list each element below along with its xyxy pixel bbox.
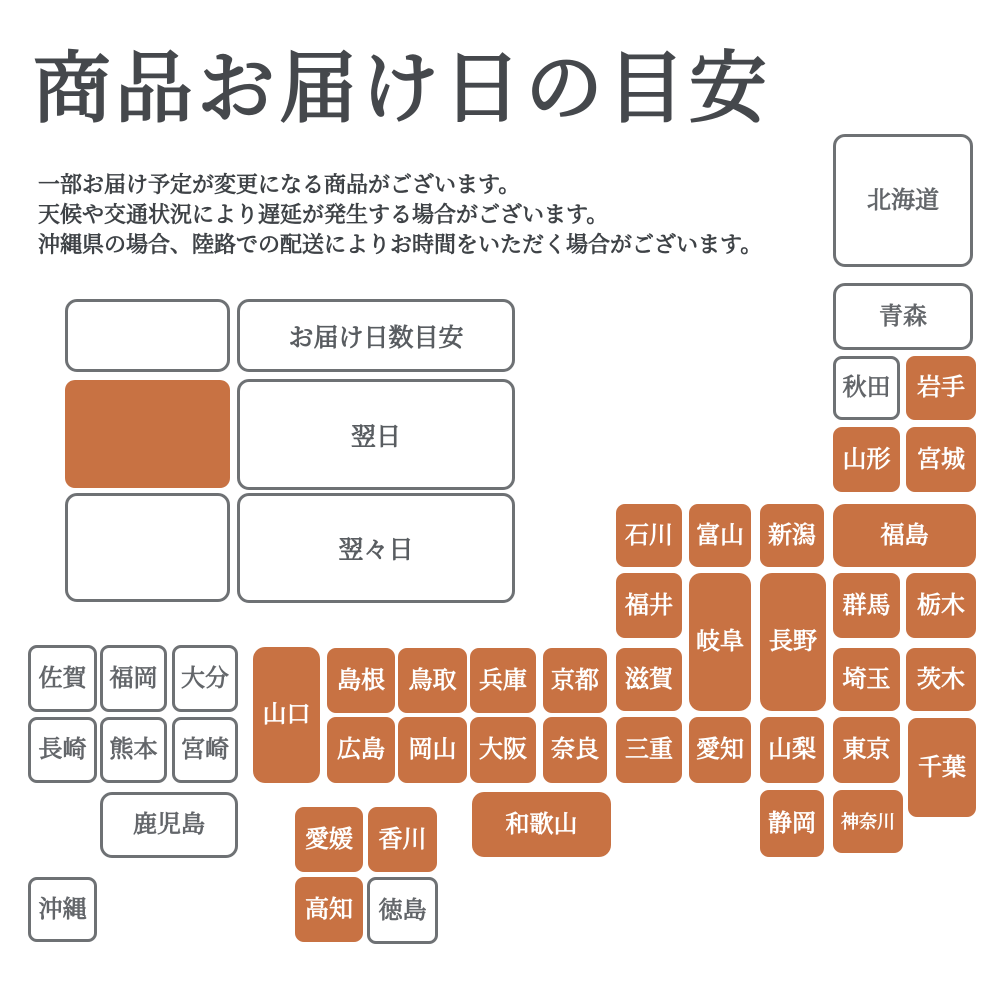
prefecture-label: 滋賀 bbox=[625, 665, 673, 693]
prefecture-tile-mie bbox=[616, 717, 682, 783]
prefecture-label: 香川 bbox=[378, 825, 427, 853]
prefecture-tile-hokkaido bbox=[833, 134, 973, 267]
prefecture-label: 東京 bbox=[842, 736, 891, 763]
prefecture-tile-nagano bbox=[760, 573, 826, 711]
prefecture-label: 神奈川 bbox=[841, 811, 895, 832]
prefecture-label: 熊本 bbox=[109, 736, 158, 763]
prefecture-label: 栃木 bbox=[917, 591, 965, 619]
prefecture-label: 宮城 bbox=[917, 445, 965, 473]
prefecture-tile-kochi bbox=[295, 877, 363, 942]
prefecture-tile-kagawa bbox=[368, 807, 437, 872]
prefecture-tile-yamanashi bbox=[760, 717, 824, 783]
prefecture-tile-wakayama bbox=[472, 792, 611, 857]
prefecture-label: 岐阜 bbox=[696, 628, 744, 655]
prefecture-label: 和歌山 bbox=[505, 810, 578, 838]
prefecture-label: 静岡 bbox=[768, 809, 816, 837]
prefecture-tile-okinawa bbox=[28, 877, 97, 942]
prefecture-label: 茨木 bbox=[917, 665, 965, 693]
prefecture-label: 富山 bbox=[696, 521, 744, 549]
prefecture-tile-kagoshima bbox=[100, 792, 238, 858]
prefecture-tile-gifu bbox=[689, 573, 751, 711]
prefecture-label: 群馬 bbox=[842, 591, 891, 619]
prefecture-tile-yamagata bbox=[833, 427, 900, 492]
prefecture-label: 長野 bbox=[769, 628, 817, 655]
prefecture-label: 広島 bbox=[337, 736, 385, 763]
prefecture-tile-hyogo bbox=[470, 648, 536, 713]
prefecture-tile-tokushima bbox=[367, 877, 438, 944]
prefecture-tile-kumamoto bbox=[100, 717, 167, 783]
prefecture-tile-tochigi bbox=[906, 573, 976, 638]
prefecture-tile-yamaguchi bbox=[253, 647, 320, 783]
prefecture-tile-ishikawa bbox=[616, 504, 682, 567]
prefecture-tile-saitama bbox=[833, 648, 900, 711]
prefecture-label: 京都 bbox=[551, 666, 599, 694]
prefecture-tile-shimane bbox=[327, 648, 395, 713]
prefecture-label: 島根 bbox=[337, 666, 385, 694]
prefecture-tile-tottori bbox=[398, 648, 467, 713]
prefecture-label: 山梨 bbox=[768, 736, 816, 763]
prefecture-tile-fukushima bbox=[833, 504, 976, 567]
legend-two-days-label: 翌々日 bbox=[237, 493, 515, 603]
prefecture-label: 愛媛 bbox=[305, 825, 353, 853]
prefecture-label: 山形 bbox=[842, 445, 891, 473]
prefecture-tile-kanagawa bbox=[833, 790, 903, 853]
prefecture-tile-ehime bbox=[295, 807, 363, 872]
prefecture-tile-gunma bbox=[833, 573, 900, 638]
prefecture-tile-fukuoka bbox=[100, 645, 167, 712]
prefecture-tile-miyagi bbox=[906, 427, 976, 492]
prefecture-tile-shiga bbox=[616, 648, 682, 711]
prefecture-tile-aomori bbox=[833, 283, 973, 350]
prefecture-label: 福島 bbox=[880, 521, 929, 549]
prefecture-tile-chiba bbox=[908, 718, 976, 817]
prefecture-tile-fukui bbox=[616, 573, 682, 638]
prefecture-label: 埼玉 bbox=[842, 665, 891, 693]
prefecture-tile-osaka bbox=[470, 717, 536, 783]
prefecture-tile-hiroshima bbox=[327, 717, 395, 783]
note-line: 天候や交通状況により遅延が発生する場合がございます。 bbox=[38, 202, 609, 227]
prefecture-label: 岡山 bbox=[408, 736, 457, 763]
prefecture-label: 山口 bbox=[262, 701, 311, 728]
prefecture-label: 青森 bbox=[879, 302, 927, 330]
prefecture-label: 鳥取 bbox=[408, 666, 457, 694]
prefecture-label: 佐賀 bbox=[38, 664, 87, 692]
prefecture-label: 千葉 bbox=[918, 753, 966, 781]
prefecture-tile-nara bbox=[543, 717, 607, 783]
prefecture-label: 石川 bbox=[625, 521, 673, 549]
prefecture-tile-iwate bbox=[906, 356, 976, 420]
prefecture-label: 福岡 bbox=[109, 664, 158, 692]
prefecture-tile-miyazaki bbox=[172, 717, 238, 783]
prefecture-label: 長崎 bbox=[38, 736, 87, 763]
prefecture-tile-aichi bbox=[689, 717, 751, 783]
prefecture-tile-niigata bbox=[760, 504, 824, 567]
prefecture-tile-tokyo bbox=[833, 717, 900, 783]
prefecture-tile-nagasaki bbox=[28, 717, 97, 783]
prefecture-label: 新潟 bbox=[768, 521, 816, 549]
prefecture-label: 秋田 bbox=[842, 374, 891, 401]
prefecture-tile-oita bbox=[172, 645, 238, 712]
prefecture-tile-okayama bbox=[398, 717, 467, 783]
prefecture-label: 大分 bbox=[181, 664, 229, 692]
prefecture-label: 愛知 bbox=[696, 736, 744, 763]
prefecture-label: 高知 bbox=[305, 895, 353, 923]
prefecture-label: 北海道 bbox=[867, 186, 939, 214]
prefecture-tile-ibaraki bbox=[906, 648, 976, 711]
note-line: 一部お届け予定が変更になる商品がございます。 bbox=[38, 172, 521, 197]
prefecture-label: 沖縄 bbox=[38, 895, 87, 923]
prefecture-label: 三重 bbox=[625, 736, 673, 763]
note-line: 沖縄県の場合、陸路での配送によりお時間をいただく場合がございます。 bbox=[38, 232, 763, 257]
prefecture-tile-akita bbox=[833, 356, 900, 420]
prefecture-label: 福井 bbox=[625, 591, 673, 619]
prefecture-label: 兵庫 bbox=[479, 666, 527, 694]
prefecture-label: 岩手 bbox=[917, 374, 965, 401]
prefecture-label: 宮崎 bbox=[181, 736, 229, 763]
legend-header: お届け日数目安 bbox=[237, 299, 515, 372]
prefecture-label: 徳島 bbox=[378, 896, 427, 924]
prefecture-tile-kyoto bbox=[543, 648, 607, 713]
prefecture-label: 奈良 bbox=[551, 736, 599, 763]
legend-next-day-label: 翌日 bbox=[237, 379, 515, 490]
prefecture-label: 鹿児島 bbox=[133, 811, 205, 838]
prefecture-tile-shizuoka bbox=[760, 790, 824, 857]
prefecture-label: 大阪 bbox=[479, 736, 527, 763]
prefecture-tile-toyama bbox=[689, 504, 751, 567]
prefecture-tile-saga bbox=[28, 645, 97, 712]
page-title: 商品お届け日の目安 bbox=[33, 44, 772, 132]
